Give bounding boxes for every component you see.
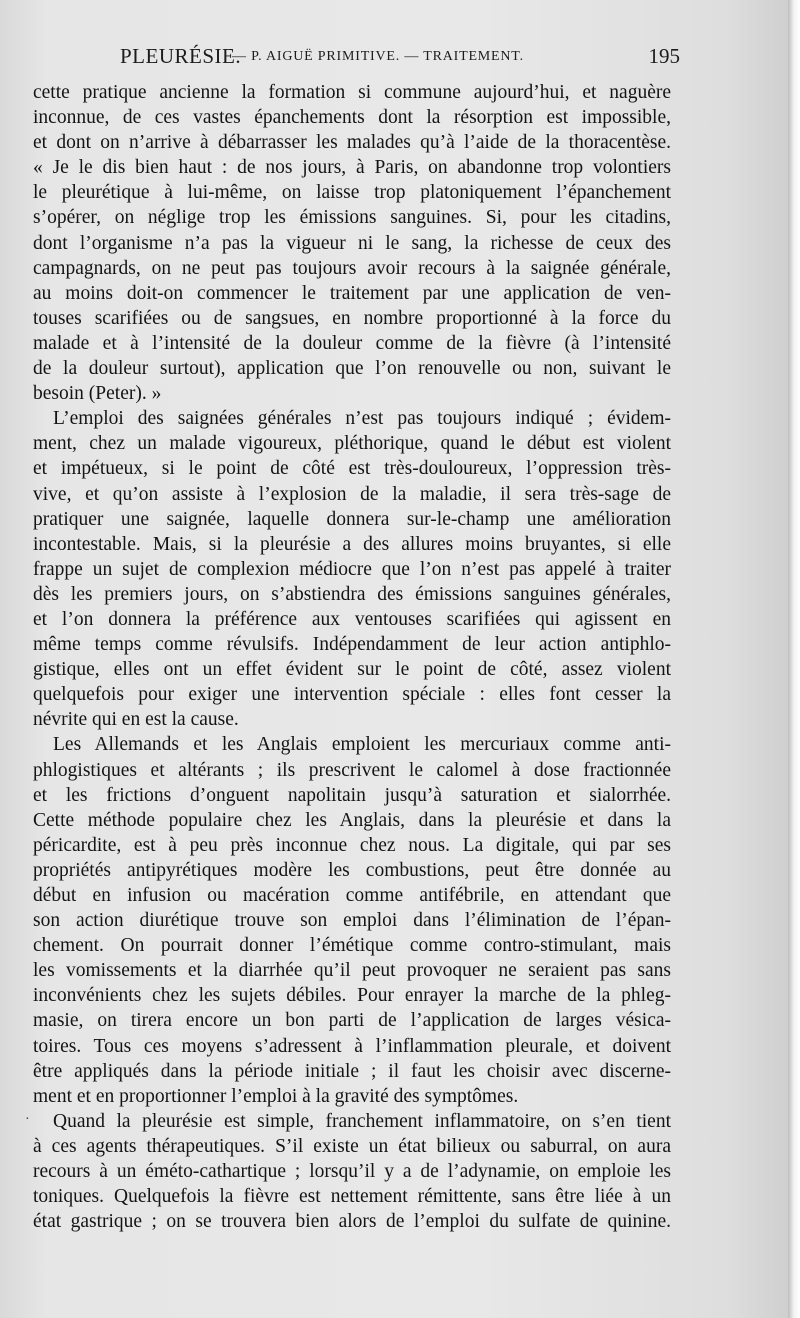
text-line: cette pratique ancienne la formation si commune aujourd’hui, et naguère — [33, 82, 671, 103]
text-line: quelquefois pour exiger une intervention spéciale : elles font cesser la — [33, 684, 671, 706]
text-line: besoin (Peter). » — [33, 383, 162, 405]
body-text — [33, 80, 671, 1234]
text-line: « Je le dis bien haut : de nos jours, à Paris, on abandonne trop volontiers — [33, 157, 671, 179]
text-line: le pleurétique à lui-même, on laisse trop platoniquement l’épanchement — [33, 182, 671, 204]
page-number: 195 — [648, 44, 680, 68]
text-line: et impétueux, si le point de côté est très-douloureux, l’oppression très- — [33, 458, 671, 480]
text-line: et l’on donnera la préférence aux ventouses scarifiées qui agissent en — [33, 608, 671, 630]
text-line: gistique, elles ont un effet évident sur le point de côté, assez violent — [33, 659, 671, 681]
text-line: ment et en proportionner l’emploi à la gravité des symptômes. — [33, 1085, 519, 1107]
text-line: propriétés antipyrétiques modère les combustions, peut être donnée au — [33, 859, 671, 881]
page-edge — [788, 0, 800, 1318]
text-line: Les Allemands et les Anglais emploient les mercuriaux comme anti- — [53, 734, 671, 756]
text-line: Quand la pleurésie est simple, franchement inflammatoire, on s’en tient — [53, 1110, 671, 1132]
text-line: touses scarifiées ou de sangsues, en nombre proportionné à la force du — [33, 307, 671, 329]
text-line: campagnards, on ne peut pas toujours avoir recours à la saignée générale, — [33, 257, 671, 279]
text-line: au moins doit-on commencer le traitement par une application de ven- — [33, 282, 671, 304]
text-line: et les frictions d’onguent napolitain jusqu’à saturation et sialorrhée. — [33, 784, 671, 806]
text-line: état gastrique ; on se trouvera bien alors de l’emploi du sulfate de quinine. — [33, 1211, 671, 1233]
text-line: être appliqués dans la période initiale ; il faut les choisir avec discerne- — [33, 1060, 671, 1082]
running-head-subtitle: — P. AIGUË PRIMITIVE. — TRAITEMENT. — [232, 49, 524, 64]
text-line: frappe un sujet de complexion médiocre que l’on n’est pas appelé à traiter — [33, 558, 671, 580]
text-line: même temps comme révulsifs. Indépendamment de leur action antiphlo- — [33, 634, 671, 656]
text-line: incontestable. Mais, si la pleurésie a des allures moins bruyantes, si elle — [33, 533, 671, 555]
text-line: Cette méthode populaire chez les Anglais, dans la pleurésie et dans la — [33, 809, 671, 831]
text-line: ment, chez un malade vigoureux, pléthorique, quand le début est violent — [33, 433, 671, 455]
text-line: chement. On pourrait donner l’émétique comme contro-stimulant, mais — [33, 935, 671, 957]
text-line: début en infusion ou macération comme antifébrile, en attendant que — [33, 885, 671, 906]
text-line: pratiquer une saignée, laquelle donnera sur-le-champ une amélioration — [33, 508, 671, 530]
running-head — [120, 44, 680, 74]
text-line: malade et à l’intensité de la douleur comme de la fièvre (à l’intensité — [33, 332, 671, 354]
text-line: phlogistiques et altérants ; ils prescrivent le calomel à dose fractionnée — [33, 759, 671, 781]
text-line: inconnue, de ces vastes épanchements dont la résorption est impossible, — [33, 107, 671, 129]
text-line: à ces agents thérapeutiques. S’il existe un état bilieux ou saburral, on aura — [33, 1135, 671, 1157]
text-line: L’emploi des saignées générales n’est pas toujours indiqué ; évidem- — [53, 408, 671, 430]
text-line: vive, et qu’on assiste à l’explosion de la maladie, il sera très-sage de — [33, 483, 671, 505]
text-line: inconvénients chez les sujets débiles. Pour enrayer la marche de la phleg- — [33, 985, 671, 1007]
text-line: recours à un éméto-cathartique ; lorsqu’il y a de l’adynamie, on emploie les — [33, 1161, 671, 1183]
text-line: névrite qui en est la cause. — [33, 709, 239, 731]
text-line: et dont on n’arrive à débarrasser les malades qu’à l’aide de la thoracentèse. — [33, 132, 671, 154]
running-head-title: PLEURÉSIE. — [120, 44, 242, 68]
text-line: s’opérer, on néglige trop les émissions sanguines. Si, pour les citadins, — [33, 207, 671, 229]
text-line: de la douleur surtout), application que l’on renouvelle ou non, suivant le — [33, 358, 671, 380]
text-line: son action diurétique trouve son emploi dans l’élimination de l’épan- — [33, 910, 671, 932]
text-line: dont l’organisme n’a pas la vigueur ni le sang, la richesse de ceux des — [33, 232, 671, 254]
margin-mark: · — [25, 1112, 30, 1127]
text-line: péricardite, est à peu près inconnue chez nous. La digitale, qui par ses — [33, 834, 671, 856]
text-line: toniques. Quelquefois la fièvre est nettement rémittente, sans être liée à un — [33, 1186, 671, 1208]
text-line: toires. Tous ces moyens s’adressent à l’inflammation pleurale, et doivent — [33, 1035, 671, 1057]
text-line: les vomissements et la diarrhée qu’il peut provoquer ne seraient pas sans — [33, 960, 671, 982]
text-line: dès les premiers jours, on s’abstiendra des émissions sanguines générales, — [33, 583, 671, 605]
text-line: masie, on tirera encore un bon parti de l’application de larges vésica- — [33, 1010, 671, 1032]
